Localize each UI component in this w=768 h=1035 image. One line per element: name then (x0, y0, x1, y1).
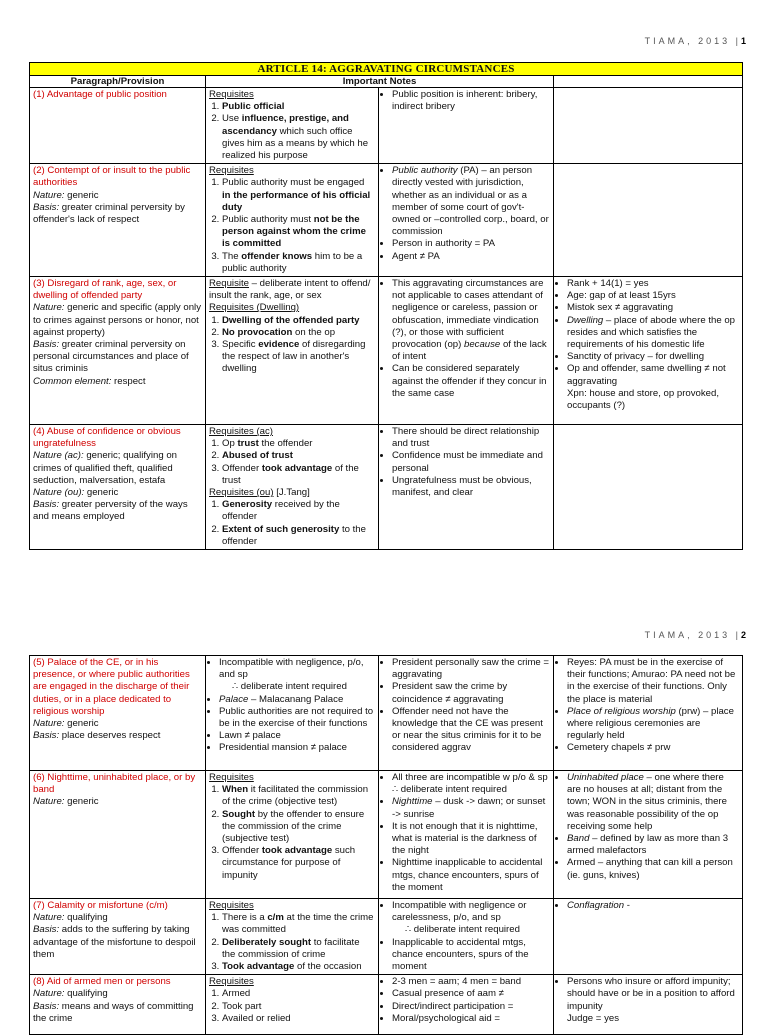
list-item: 1. Public official (222, 101, 375, 113)
notes-list (382, 89, 550, 113)
requisites-cell (206, 771, 379, 899)
list-item: • President saw the crime by coincidence ≠ aggravating (392, 681, 550, 705)
notes-cell (379, 656, 554, 771)
provision-title: (6) Nighttime, uninhabited place, or by band (33, 772, 196, 796)
table-row (30, 88, 743, 164)
provision-title: (1) Advantage of public position (33, 89, 167, 100)
list-item: • Casual presence of aam ≠ (392, 988, 550, 1000)
list-item: 1. Dwelling of the offended party (222, 315, 375, 327)
notes-list (382, 165, 550, 263)
list-item: 2. Deliberately sought to facilitate the commission of crime (222, 937, 375, 961)
table-row (30, 277, 743, 425)
basis-line: Basis: greater perversity of the ways and means employed (33, 499, 188, 523)
provision-title: (8) Aid of armed men or persons (33, 976, 171, 988)
list-item: 1. Op trust the offender (222, 438, 375, 450)
provision-title: (2) Contempt of or insult to the public authorities (33, 165, 191, 189)
list-item: • Band – defined by law as more than 3 armed malefactors (567, 833, 739, 857)
list-item: 1. Armed (222, 988, 375, 1000)
common-element-line: Common element: respect (33, 375, 146, 387)
nature-line: Nature: qualifying (33, 912, 108, 924)
extra-notes-list (557, 772, 739, 882)
list-item: • Person in authority = PA (392, 238, 550, 250)
extra-notes-list (557, 976, 739, 1025)
notes-list (382, 426, 550, 499)
table-row (30, 771, 743, 899)
list-item: 2. Abused of trust (222, 450, 375, 462)
requisites-dwelling-label: Requisites (Dwelling) (209, 302, 300, 314)
list-item: • Persons who insure or afford impunity; should have or be in a position to afford impunity Judge = yes (567, 976, 739, 1025)
provision-cell (30, 899, 206, 975)
requisites-cell (206, 425, 379, 550)
col-notes-header: Important Notes (206, 76, 554, 88)
provision-cell (30, 277, 206, 425)
requisites-label: Requisites (209, 900, 254, 911)
list-item: • President personally saw the crime = aggravating (392, 657, 550, 681)
basis-line: Basis: means and ways of committing the crime (33, 1000, 194, 1024)
list-item: • There should be direct relationship and trust (392, 426, 550, 450)
basis-line: Basis: greater criminal perversity on personal circumstances and place of situs criminis (33, 339, 189, 375)
list-item: • Age: gap of at least 15yrs (567, 290, 739, 302)
extra-notes-cell (554, 164, 743, 277)
table-row (30, 975, 743, 1035)
list-item: 3. Availed or relied (222, 1013, 375, 1025)
list-item: 3. Offender took advantage of the trust (222, 463, 375, 487)
list-item: 2. Public authority must not be the person against whom the crime is committed (222, 214, 375, 251)
list-item: • Dwelling – place of abode where the op resides and which satisfies the requirements of his domestic life (567, 315, 739, 352)
extra-notes-list (557, 900, 739, 912)
notes-cell (379, 975, 554, 1035)
requisites-cell (206, 899, 379, 975)
list-item: • Incompatible with negligence or carelessness, p/o, and sp ∴ deliberate intent required (392, 900, 550, 937)
list-item: • Place of religious worship (prw) – place where religious ceremonies are regularly held (567, 706, 739, 743)
requisite-line: Requisite – deliberate intent to offend/ insult the rank, age, or sex (209, 278, 371, 302)
list-item: • Offender need not have the knowledge that the CE was present or near the situs criminis for it to be considered aggrav (392, 706, 550, 755)
list-item: • All three are incompatible w p/o & sp ∴ deliberate intent required (392, 772, 550, 796)
requisites-cell (206, 88, 379, 164)
requisites-list (209, 912, 375, 973)
nature-line: Nature: generic and specific (apply only to crimes against persons or honor, not against property) (33, 302, 201, 338)
list-item: • Direct/indirect participation = (392, 1001, 550, 1013)
requisites-list (209, 499, 375, 548)
table-row (30, 164, 743, 277)
requisites-label: Requisites (209, 976, 254, 988)
list-item: • Conflagration - (567, 900, 739, 912)
list-item: • Public position is inherent: bribery, indirect bribery (392, 89, 550, 113)
requisites-label: Requisites (209, 165, 254, 177)
requisites-cell (206, 975, 379, 1035)
requisites-label-ou: Requisites (ou) [J.Tang] (209, 487, 310, 499)
list-item: • Rank + 14(1) = yes (567, 278, 739, 290)
list-item: • Mistok sex ≠ aggravating (567, 302, 739, 314)
notes-list (209, 657, 375, 755)
requisites-list (209, 177, 375, 275)
list-item: • Moral/psychological aid = (392, 1013, 550, 1025)
list-item: • Ungratefulness must be obvious, manifest, and clear (392, 475, 550, 499)
list-item: • Agent ≠ PA (392, 251, 550, 263)
list-item: 1. Public authority must be engaged in the performance of his official duty (222, 177, 375, 214)
aggravating-table-page-1 (29, 62, 743, 550)
list-item: • Sanctity of privacy – for dwelling (567, 351, 739, 363)
aggravating-table-page-2 (29, 655, 743, 1035)
notes-cell (379, 277, 554, 425)
provision-cell (30, 975, 206, 1035)
list-item: 1. When it facilitated the commission of the crime (objective test) (222, 784, 375, 808)
list-item: 2. Took part (222, 1001, 375, 1013)
extra-notes-cell (554, 277, 743, 425)
list-item: 1. There is a c/m at the time the crime was committed (222, 912, 375, 936)
requisites-list (209, 988, 375, 1025)
nature-line: Nature: generic (33, 796, 99, 808)
notes-list (382, 657, 550, 755)
requisites-list (209, 315, 375, 376)
list-item: 1. Generosity received by the offender (222, 499, 375, 523)
requisites-label: Requisites (209, 89, 254, 100)
notes-list (382, 976, 550, 1025)
table-title-row (30, 63, 743, 76)
col-extra-header (554, 76, 743, 88)
list-item: • Inapplicable to accidental mtgs, chance encounters, spurs of the moment (392, 937, 550, 974)
list-item: 2. Use influence, prestige, and ascendancy which such office gives him as a means by which he realized his purpose (222, 113, 375, 162)
notes-list (382, 278, 550, 400)
list-item: • Confidence must be immediate and personal (392, 450, 550, 474)
requisites-label: Requisites (209, 772, 254, 783)
list-item: • Uninhabited place – one where there are no houses at all; distant from the town; WON in the situs criminis, there was reasonable possibility of the op receiving some help (567, 772, 739, 833)
list-item: • Armed – anything that can kill a person (ie. guns, knives) (567, 857, 739, 881)
requisites-cell (206, 656, 379, 771)
basis-line: Basis: place deserves respect (33, 730, 161, 742)
nature-line: Nature: generic (33, 189, 99, 201)
page-number: 2 (740, 630, 746, 640)
extra-notes-list (557, 278, 739, 412)
column-header-row (30, 76, 743, 88)
extra-notes-cell (554, 771, 743, 899)
extra-notes-cell (554, 656, 743, 771)
list-item: • This aggravating circumstances are not applicable to cases attendant of negligence or careless, passion or obfuscation, immediate vindication (?), or those with sufficient provocation (op) because of the lack of intent (392, 278, 550, 363)
provision-title: (7) Calamity or misfortune (c/m) (33, 900, 168, 911)
list-item: • Can be considered separately against the offender if they concur in the same case (392, 363, 550, 400)
requisites-cell (206, 277, 379, 425)
provision-title: (3) Disregard of rank, age, sex, or dwelling of offended party (33, 278, 177, 302)
header-text: TIAMA, 2013 | (644, 630, 741, 640)
notes-cell (379, 771, 554, 899)
requisites-list (209, 438, 375, 487)
page-header-2 (645, 630, 746, 640)
provision-cell (30, 88, 206, 164)
col-provision-header: Paragraph/Provision (30, 76, 206, 88)
list-item: • Cemetery chapels ≠ prw (567, 742, 739, 754)
list-item: 2. Sought by the offender to ensure the commission of the crime (subjective test) (222, 809, 375, 846)
notes-cell (379, 88, 554, 164)
list-item: • 2-3 men = aam; 4 men = band (392, 976, 550, 988)
list-item: • It is not enough that it is nighttime, what is material is the darkness of the night (392, 821, 550, 858)
nature-line: Nature: generic (33, 718, 99, 730)
provision-title: (4) Abuse of confidence or obvious ungratefulness (33, 426, 181, 450)
list-item: 2. Extent of such generosity to the offender (222, 524, 375, 548)
provision-cell (30, 771, 206, 899)
notes-cell (379, 899, 554, 975)
list-item: 3. The offender knows him to be a public authority (222, 251, 375, 275)
list-item: • Palace – Malacanang Palace (219, 694, 375, 706)
basis-line: Basis: adds to the suffering by taking advantage of the misfortune to despoil them (33, 924, 196, 960)
list-item: • Public authorities are not required to be in the exercise of their functions (219, 706, 375, 730)
extra-notes-cell (554, 899, 743, 975)
basis-line: Basis: greater criminal perversity by offender's lack of respect (33, 201, 185, 226)
requisites-label: Requisites (ac) (209, 426, 273, 438)
list-item: • Presidential mansion ≠ palace (219, 742, 375, 754)
nature-line: Nature: qualifying (33, 988, 108, 1000)
list-item: • Op and offender, same dwelling ≠ not aggravating Xpn: house and store, op provoked, occupants (?) (567, 363, 739, 412)
extra-notes-list (557, 657, 739, 755)
notes-cell (379, 425, 554, 550)
requisites-list (209, 101, 375, 162)
list-item: • Public authority (PA) – an person directly vested with jurisdiction, whether as an individual or as a member of some court of gov't-owned or –controlled corp., board, or commission (392, 165, 550, 238)
notes-list (382, 900, 550, 973)
page-number: 1 (740, 36, 746, 46)
nature-line: Nature (ac): generic; qualifying on crimes of qualified theft, qualified seduction, malversation, estafa (33, 450, 177, 486)
provision-cell (30, 425, 206, 550)
header-text: TIAMA, 2013 | (644, 36, 741, 46)
list-item: • Nighttime – dusk -> dawn; or sunset -> sunrise (392, 796, 550, 820)
notes-cell (379, 164, 554, 277)
list-item: • Nighttime inapplicable to accidental mtgs, chance encounters, spurs of the moment (392, 857, 550, 894)
list-item: • Reyes: PA must be in the exercise of their functions; Amurao: PA need not be in the exercise of their functions. Only the place is material (567, 657, 739, 706)
extra-notes-cell (554, 425, 743, 550)
requisites-list (209, 784, 375, 882)
list-item: 3. Specific evidence of disregarding the respect of law in another's dwelling (222, 339, 375, 376)
list-item: 2. No provocation on the op (222, 327, 375, 339)
extra-notes-cell (554, 975, 743, 1035)
table-row (30, 899, 743, 975)
notes-list (382, 772, 550, 894)
requisites-cell (206, 164, 379, 277)
table-row (30, 425, 743, 550)
table-title: ARTICLE 14: AGGRAVATING CIRCUMSTANCES (30, 63, 743, 76)
provision-cell (30, 164, 206, 277)
nature-line: Nature (ou): generic (33, 487, 119, 499)
table-row (30, 656, 743, 771)
provision-title: (5) Palace of the CE, or in his presence, or where public authorities are engaged in the discharge of their duties, or in a place dedicated to religious worship (33, 657, 190, 717)
page-header-1 (645, 36, 746, 46)
provision-cell (30, 656, 206, 771)
list-item: 3. Offender took advantage such circumstance for purpose of impunity (222, 845, 375, 882)
extra-notes-cell (554, 88, 743, 164)
list-item: • Lawn ≠ palace (219, 730, 375, 742)
list-item: • Incompatible with negligence, p/o, and sp ∴ deliberate intent required (219, 657, 375, 694)
list-item: 3. Took advantage of the occasion (222, 961, 375, 973)
